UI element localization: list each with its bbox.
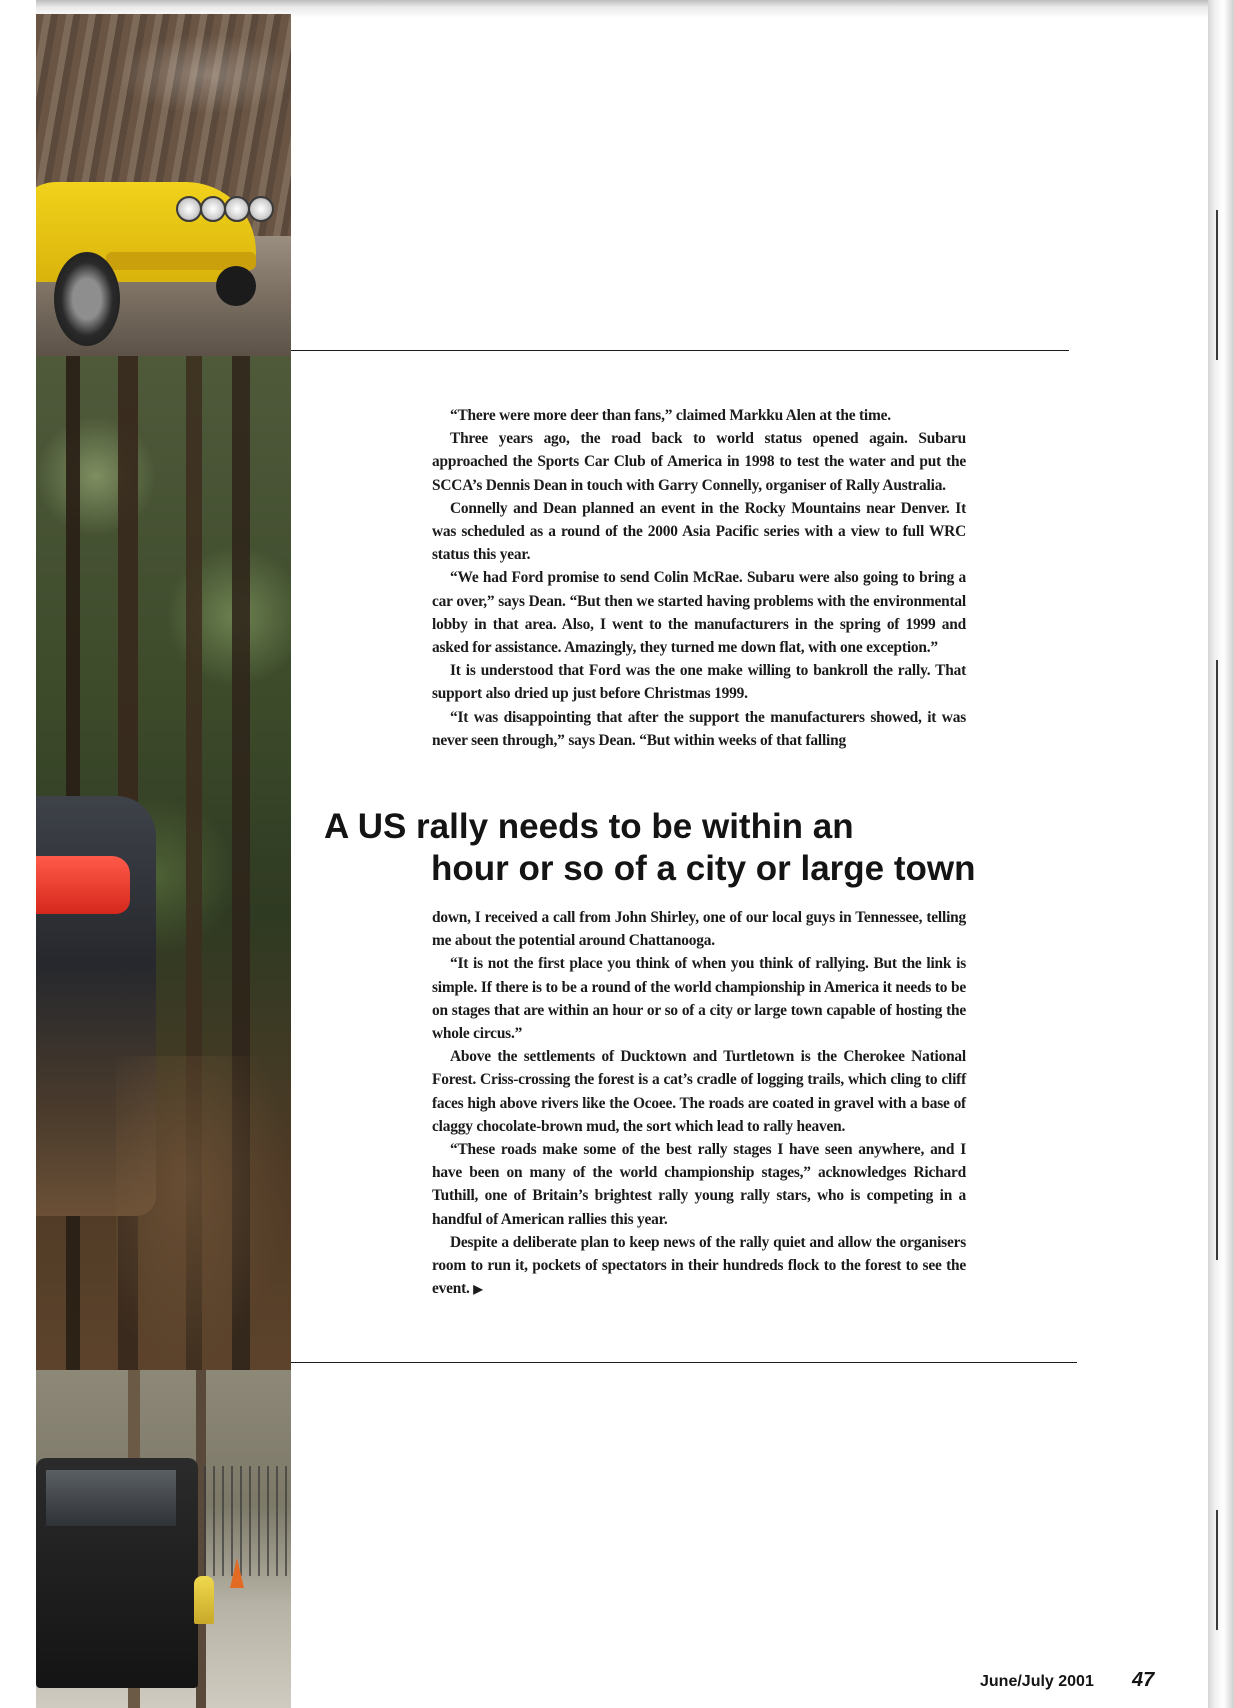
paragraph: Connelly and Dean planned an event in the Rocky Mountains near Denver. It was scheduled as a round of the 2000 Asia Pacific series with a view to full WRC status this year. bbox=[432, 499, 966, 564]
end-of-article-icon: ▶ bbox=[473, 1282, 483, 1297]
bottom-rule bbox=[291, 1362, 1077, 1363]
top-rule bbox=[291, 350, 1069, 351]
fire-hydrant-icon bbox=[194, 1576, 214, 1624]
tail-light bbox=[36, 856, 130, 914]
yellow-rally-car-photo bbox=[36, 14, 291, 356]
pull-quote-line: A US rally needs to be within an bbox=[324, 807, 854, 846]
paragraph: “There were more deer than fans,” claimed Markku Alen at the time. bbox=[450, 407, 891, 424]
rally-spotlight-icon bbox=[200, 196, 226, 222]
street-truck-photo bbox=[36, 1370, 291, 1708]
truck-rear-window bbox=[46, 1470, 176, 1526]
binding-line bbox=[1216, 660, 1218, 1260]
rally-car-wheel bbox=[54, 252, 120, 346]
paragraph: down, I received a call from John Shirley, one of our local guys in Tennessee, telling me about the potential around Chattanooga. bbox=[432, 909, 966, 950]
paragraph: “We had Ford promise to send Colin McRae. Subaru were also going to bring a car over,” says Dean. “But then we started having problems with the environmental lobby in that area. Also, I went to the manufacturers in the spring of 1999 and asked for assistance. Amazingly, they turned me down flat, with one exception.” bbox=[432, 569, 966, 657]
chain-link-fence bbox=[204, 1466, 291, 1576]
paragraph: “It is not the first place you think of when you think of rallying. But the link is simple. If there is to be a round of the world championship in America it needs to be on stages that are within an hour or so of a city or large town capable of hosting the whole circus.” bbox=[432, 955, 966, 1043]
pull-quote bbox=[324, 806, 1084, 890]
paragraph: Three years ago, the road back to world status opened again. Subaru approached the Sports Car Club of America in 1998 to test the water and put the SCCA’s Dennis Dean in touch with Garry Connelly, organiser of Rally Australia. bbox=[432, 430, 966, 494]
binding-line bbox=[1216, 1510, 1218, 1630]
paragraph: “It was disappointing that after the support the manufacturers showed, it was never seen through,” says Dean. “But within weeks of that falling bbox=[432, 708, 966, 749]
rally-car-wheel bbox=[216, 266, 256, 306]
traffic-cone-icon bbox=[230, 1558, 244, 1588]
issue-date: June/July 2001 bbox=[980, 1673, 1094, 1690]
paragraph: It is understood that Ford was the one make willing to bankroll the rally. That support also dried up just before Christmas 1999. bbox=[432, 662, 966, 703]
page-binding-edge bbox=[1208, 0, 1234, 1708]
binding-line bbox=[1216, 210, 1218, 360]
rally-spotlight-icon bbox=[248, 196, 274, 222]
forest-rally-car-photo bbox=[36, 356, 291, 1370]
article-column-top bbox=[432, 404, 966, 752]
rally-spotlight-icon bbox=[176, 196, 202, 222]
paragraph: “These roads make some of the best rally stages I have seen anywhere, and I have been on many of the world championship stages,” acknowledges Richard Tuthill, one of Britain’s brightest rally young rally stars, who is competing in a handful of American rallies this year. bbox=[432, 1141, 966, 1228]
pull-quote-line: hour or so of a city or large town bbox=[431, 849, 976, 888]
page-number: 47 bbox=[1132, 1669, 1155, 1691]
paragraph: Above the settlements of Ducktown and Turtletown is the Cherokee National Forest. Criss-crossing the forest is a cat’s cradle of logging trails, which cling to cliff faces high above rivers like the Ocoee. The roads are coated in gravel with a base of claggy chocolate-brown mud, the sort which lead to rally heaven. bbox=[432, 1048, 966, 1135]
article-column-bottom bbox=[432, 906, 966, 1301]
paragraph bbox=[432, 1231, 966, 1302]
mud-spray bbox=[116, 1056, 291, 1366]
rally-spotlight-icon bbox=[224, 196, 250, 222]
paragraph-text: Despite a deliberate plan to keep news of the rally quiet and allow the organisers room to run it, pockets of spectators in their hundreds flock to the forest to see the event. bbox=[432, 1233, 966, 1298]
